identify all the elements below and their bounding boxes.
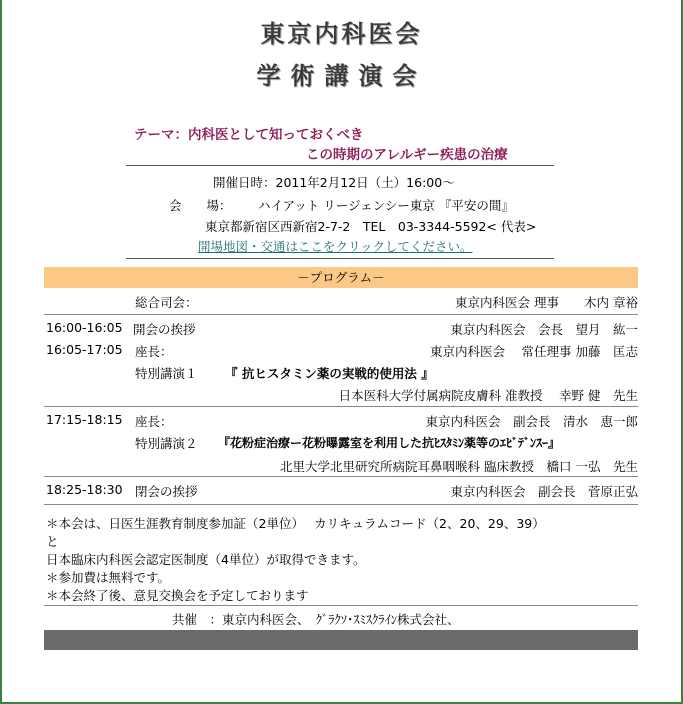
footer-bar — [44, 630, 638, 650]
venue-name: ハイアット リージェンシー東京 『平安の間』 — [258, 198, 514, 213]
note-line: 日本臨床内科医会認定医制度（4単位）が取得できます。 — [46, 552, 366, 567]
divider — [126, 258, 554, 259]
session-time: 18:25-18:30 — [46, 482, 123, 497]
sponsor: 共催 ：東京内科医会、 ｸﾞﾗｸｿ･ｽﾐｽｸﾗｲﾝ株式会社、 — [172, 612, 460, 627]
lecturer: 日本医科大学付属病院皮膚科 准教授 幸野 健 先生 — [338, 388, 638, 403]
note-line: ＊本会終了後、意見交換会を予定しております — [46, 588, 309, 603]
lecture-label: 特別講演１ — [135, 366, 198, 381]
divider — [44, 504, 638, 505]
venue-label: 会 場： — [169, 198, 232, 213]
session-role: 開会の挨拶 — [133, 322, 196, 337]
note-line: と — [46, 534, 59, 549]
divider — [44, 314, 638, 315]
map-link[interactable]: 開場地図・交通はここをクリックしてください。 — [198, 239, 473, 254]
session-time: 17:15-18:15 — [46, 412, 123, 427]
lecture-title: 『 抗ヒスタミン薬の実戦的使用法 』 — [225, 366, 434, 381]
session-time: 16:05-17:05 — [46, 342, 123, 357]
session-person: 東京内科医会 副会長 清水 恵一郎 — [425, 414, 638, 429]
event-datetime: 開催日時：2011年2月12日（土）16:00～ — [213, 175, 455, 190]
session-role: 閉会の挨拶 — [135, 484, 198, 499]
divider — [126, 165, 554, 166]
divider — [44, 605, 638, 606]
note-line: ＊本会は、日医生涯教育制度参加証（2単位） カリキュラムコード（2、20、29、39） — [46, 516, 545, 531]
session-time: 16:00-16:05 — [46, 320, 123, 335]
divider — [44, 406, 638, 407]
session-role: 座長： — [135, 414, 173, 429]
divider — [44, 476, 638, 477]
event-subtitle: 学術講演会 — [256, 61, 427, 90]
session-person: 東京内科医会 会長 望月 紘一 — [450, 322, 638, 337]
mc-person: 東京内科医会 理事 木内 章裕 — [455, 295, 638, 310]
theme-line-1: テーマ：内科医として知っておくべき — [134, 127, 364, 143]
lecture-label: 特別講演２ — [135, 436, 198, 451]
venue-address: 東京都新宿区西新宿2-7-2 TEL 03-3344-5592< 代表> — [205, 219, 537, 234]
session-person: 東京内科医会 副会長 菅原正弘 — [450, 484, 638, 499]
program-heading: －プログラム－ — [44, 267, 638, 288]
mc-label: 総合司会： — [135, 295, 198, 310]
session-role: 座長： — [135, 344, 173, 359]
session-person: 東京内科医会 常任理事 加藤 匡志 — [430, 344, 638, 359]
lecture-title: 『花粉症治療ー花粉曝露室を利用した抗ﾋｽﾀﾐﾝ薬等のｴﾋﾞﾃﾞﾝｽｰ』 — [218, 436, 561, 450]
theme-line-2: この時期のアレルギー疾患の治療 — [306, 147, 508, 163]
lecturer: 北里大学北里研究所病院耳鼻咽喉科 臨床教授 橋口 一弘 先生 — [280, 459, 638, 474]
note-line: ＊参加費は無料です。 — [46, 570, 171, 585]
event-title: 東京内科医会 — [260, 19, 423, 48]
